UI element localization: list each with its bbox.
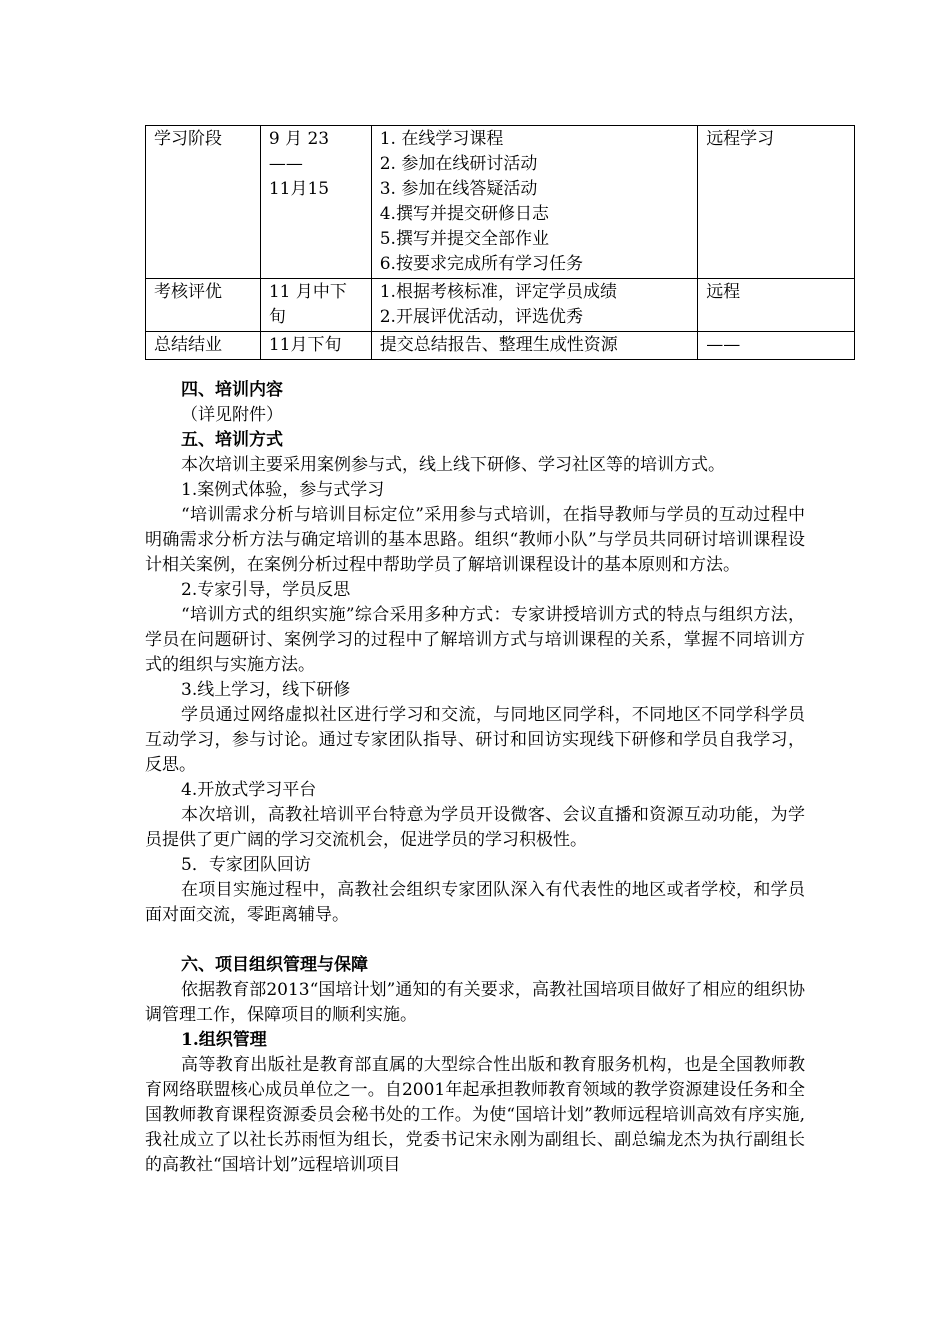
tasks-cell-line: 1. 在线学习课程 bbox=[379, 129, 504, 149]
paragraph: 4.开放式学习平台 bbox=[181, 780, 317, 800]
time-cell-line: 11 月中下 bbox=[268, 282, 347, 302]
stage-cell-line: 总结结业 bbox=[154, 335, 222, 355]
mode-cell-line: —— bbox=[706, 335, 741, 355]
section-heading: 四、培训内容 bbox=[181, 380, 283, 400]
time-cell-line: —— bbox=[268, 154, 303, 174]
tasks-cell-line: 2. 参加在线研讨活动 bbox=[379, 154, 538, 174]
paragraph: （详见附件） bbox=[181, 405, 283, 425]
paragraph: 1.案例式体验，参与式学习 bbox=[181, 480, 385, 500]
document-body bbox=[145, 378, 805, 1178]
tasks-cell-line: 1.根据考核标准，评定学员成绩 bbox=[379, 282, 617, 302]
schedule-row bbox=[146, 126, 855, 279]
paragraph: 5．专家团队回访 bbox=[181, 855, 311, 875]
tasks-cell-line: 5.撰写并提交全部作业 bbox=[379, 229, 549, 249]
section-heading: 1.组织管理 bbox=[181, 1030, 267, 1050]
time-cell bbox=[260, 279, 371, 332]
mode-cell bbox=[698, 126, 855, 279]
tasks-cell-line: 2.开展评优活动，评选优秀 bbox=[379, 307, 583, 327]
paragraph: 学员通过网络虚拟社区进行学习和交流，与同地区同学科，不同地区不同学科学员互动学习，参与讨论。通过专家团队指导、研讨和回访实现线下研修和学员自我学习，反思。 bbox=[145, 705, 805, 775]
section-heading: 五、培训方式 bbox=[181, 430, 283, 450]
tasks-cell bbox=[371, 279, 697, 332]
tasks-cell-line: 6.按要求完成所有学习任务 bbox=[379, 254, 583, 274]
stage-cell bbox=[146, 126, 261, 279]
paragraph: 本次培训主要采用案例参与式，线上线下研修、学习社区等的培训方式。 bbox=[181, 455, 725, 475]
tasks-cell bbox=[371, 126, 697, 279]
stage-cell-line: 考核评优 bbox=[154, 282, 222, 302]
stage-cell bbox=[146, 279, 261, 332]
time-cell-line: 11月15 bbox=[268, 179, 330, 199]
tasks-cell-line: 提交总结报告、整理生成性资源 bbox=[379, 335, 618, 355]
time-cell bbox=[260, 126, 371, 279]
spacer bbox=[145, 928, 805, 953]
stage-cell-line: 学习阶段 bbox=[154, 129, 222, 149]
tasks-cell-line: 4.撰写并提交研修日志 bbox=[379, 204, 549, 224]
time-cell-line: 旬 bbox=[268, 307, 286, 327]
paragraph: 本次培训，高教社培训平台特意为学员开设微客、会议直播和资源互动功能，为学员提供了更广阔的学习交流机会，促进学员的学习积极性。 bbox=[145, 805, 805, 850]
paragraph: 2.专家引导，学员反思 bbox=[181, 580, 351, 600]
schedule-table bbox=[145, 125, 855, 360]
schedule-row bbox=[146, 279, 855, 332]
time-cell-line: 11月下旬 bbox=[268, 335, 342, 355]
time-cell bbox=[260, 332, 371, 360]
mode-cell bbox=[698, 332, 855, 360]
mode-cell-line: 远程 bbox=[706, 282, 741, 302]
stage-cell bbox=[146, 332, 261, 360]
paragraph: 高等教育出版社是教育部直属的大型综合性出版和教育服务机构，也是全国教师教育网络联盟核心成员单位之一。自2001年起承担教师教育领域的教学资源建设任务和全国教师教育课程资源委员会秘书处的工作。为使“国培计划”教师远程培训高效有序实施,我社成立了以社长苏雨恒为组长，党委书记宋永刚为副组长、副总编龙杰为执行副组长的高教社“国培计划”远程培训项目 bbox=[145, 1055, 805, 1175]
paragraph: 在项目实施过程中，高教社会组织专家团队深入有代表性的地区或者学校，和学员面对面交流，零距离辅导。 bbox=[145, 880, 805, 925]
tasks-cell bbox=[371, 332, 697, 360]
paragraph: 3.线上学习，线下研修 bbox=[181, 680, 351, 700]
mode-cell bbox=[698, 279, 855, 332]
paragraph: “培训需求分析与培训目标定位”采用参与式培训，在指导教师与学员的互动过程中明确需求分析方法与确定培训的基本思路。组织“教师小队”与学员共同研讨培训课程设计相关案例，在案例分析过程中帮助学员了解培训课程设计的基本原则和方法。 bbox=[145, 505, 805, 575]
paragraph: 依据教育部2013“国培计划”通知的有关要求，高教社国培项目做好了相应的组织协调管理工作，保障项目的顺利实施。 bbox=[145, 980, 805, 1025]
section-heading: 六、项目组织管理与保障 bbox=[181, 955, 368, 975]
paragraph: “培训方式的组织实施”综合采用多种方式：专家讲授培训方式的特点与组织方法，学员在问题研讨、案例学习的过程中了解培训方式与培训课程的关系，掌握不同培训方式的组织与实施方法。 bbox=[145, 605, 805, 675]
tasks-cell-line: 3. 参加在线答疑活动 bbox=[379, 179, 538, 199]
schedule-row bbox=[146, 332, 855, 360]
time-cell-line: 9 月 23 bbox=[268, 129, 330, 149]
mode-cell-line: 远程学习 bbox=[706, 129, 775, 149]
